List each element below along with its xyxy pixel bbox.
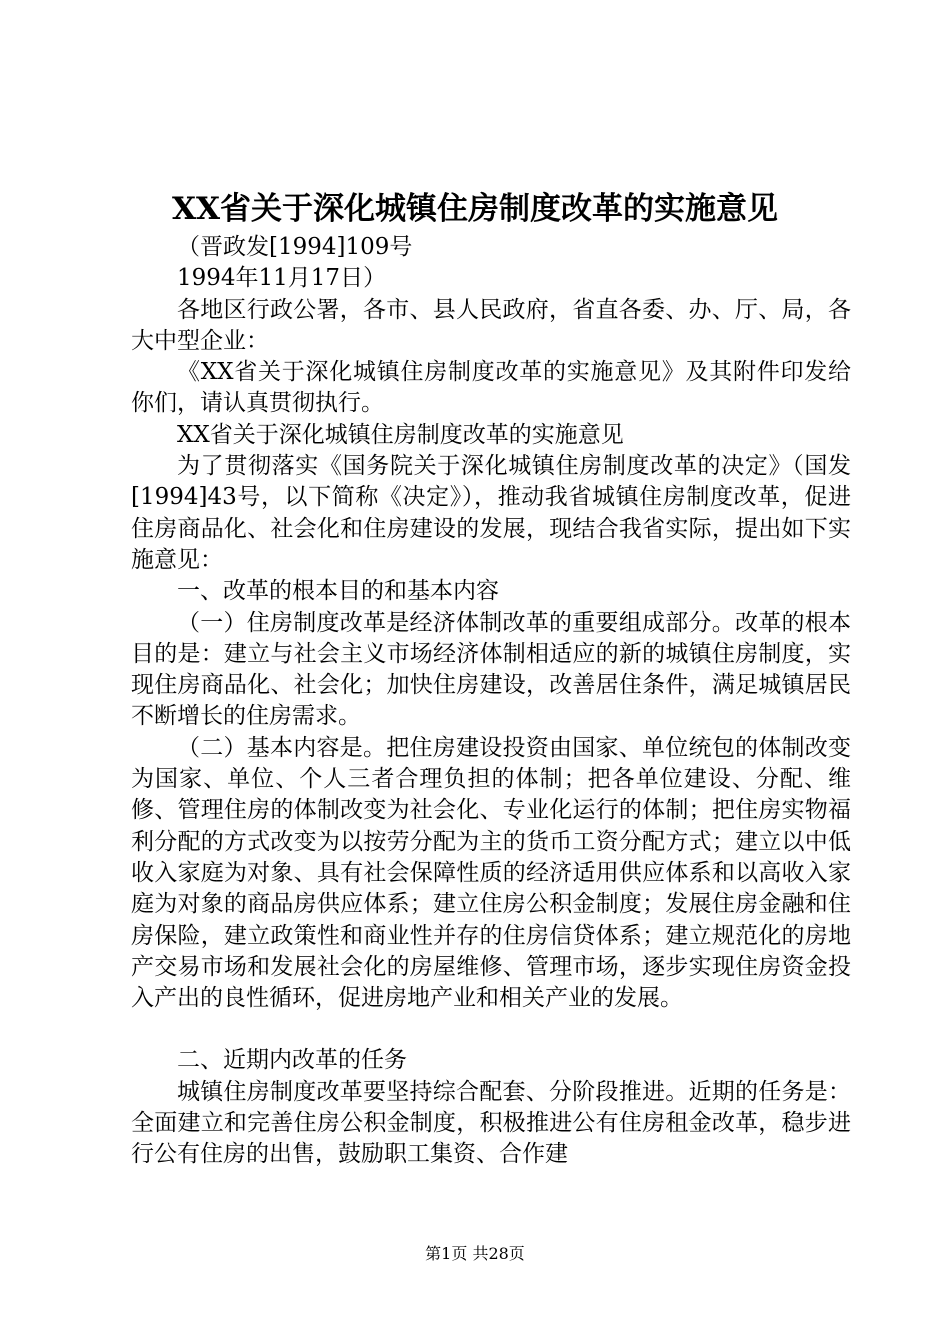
section-1-paragraph-2: （二）基本内容是。把住房建设投资由国家、单位统包的体制改变为国家、单位、个人三者合理负担的体制；把各单位建设、分配、维修、管理住房的体制改变为社会化、专业化运行的体制；把住房实物福利分配的方式改变为以按劳分配为主的货币工资分配方式；建立以中低收入家庭为对象、具有社会保障性质的经济适用供应体系和以高收入家庭为对象的商品房供应体系；建立住房公积金制度；发展住房金融和住房保险，建立政策性和商业性并存的住房信贷体系；建立规范化的房地产交易市场和发展社会化的房屋维修、管理市场，逐步实现住房资金投入产出的良性循环，促进房地产业和相关产业的发展。	[131, 734, 851, 1012]
page-footer: 第1页 共28页	[425, 1244, 525, 1263]
subtitle-paragraph: XX省关于深化城镇住房制度改革的实施意见	[177, 421, 624, 448]
notice-paragraph: 《XX省关于深化城镇住房制度改革的实施意见》及其附件印发给你们，请认真贯彻执行。	[131, 359, 851, 417]
document-date: 1994年11月17日）	[177, 265, 387, 292]
document-number: （晋政发[1994]109号	[177, 234, 413, 260]
section-1-paragraph-1: （一）住房制度改革是经济体制改革的重要组成部分。改革的根本目的是：建立与社会主义市场经济体制相适应的新的城镇住房制度，实现住房商品化、社会化；加快住房建设，改善居住条件，满足城镇居民不断增长的住房需求。	[131, 609, 851, 730]
section-heading-2: 二、近期内改革的任务	[177, 1047, 407, 1074]
section-2-paragraph-1: 城镇住房制度改革要坚持综合配套、分阶段推进。近期的任务是：全面建立和完善住房公积金制度，积极推进公有住房租金改革，稳步进行公有住房的出售，鼓励职工集资、合作建	[131, 1078, 851, 1168]
section-heading-1: 一、改革的根本目的和基本内容	[177, 578, 499, 605]
document-title: XX省关于深化城镇住房制度改革的实施意见	[171, 191, 779, 227]
recipients-paragraph: 各地区行政公署，各市、县人民政府，省直各委、办、厅、局，各大中型企业：	[131, 296, 851, 354]
intro-paragraph: 为了贯彻落实《国务院关于深化城镇住房制度改革的决定》（国发[1994]43号，以下简称《决定》），推动我省城镇住房制度改革，促进住房商品化、社会化和住房建设的发展，现结合我省实际，提出如下实施意见：	[131, 453, 851, 573]
document-body	[131, 232, 851, 1171]
